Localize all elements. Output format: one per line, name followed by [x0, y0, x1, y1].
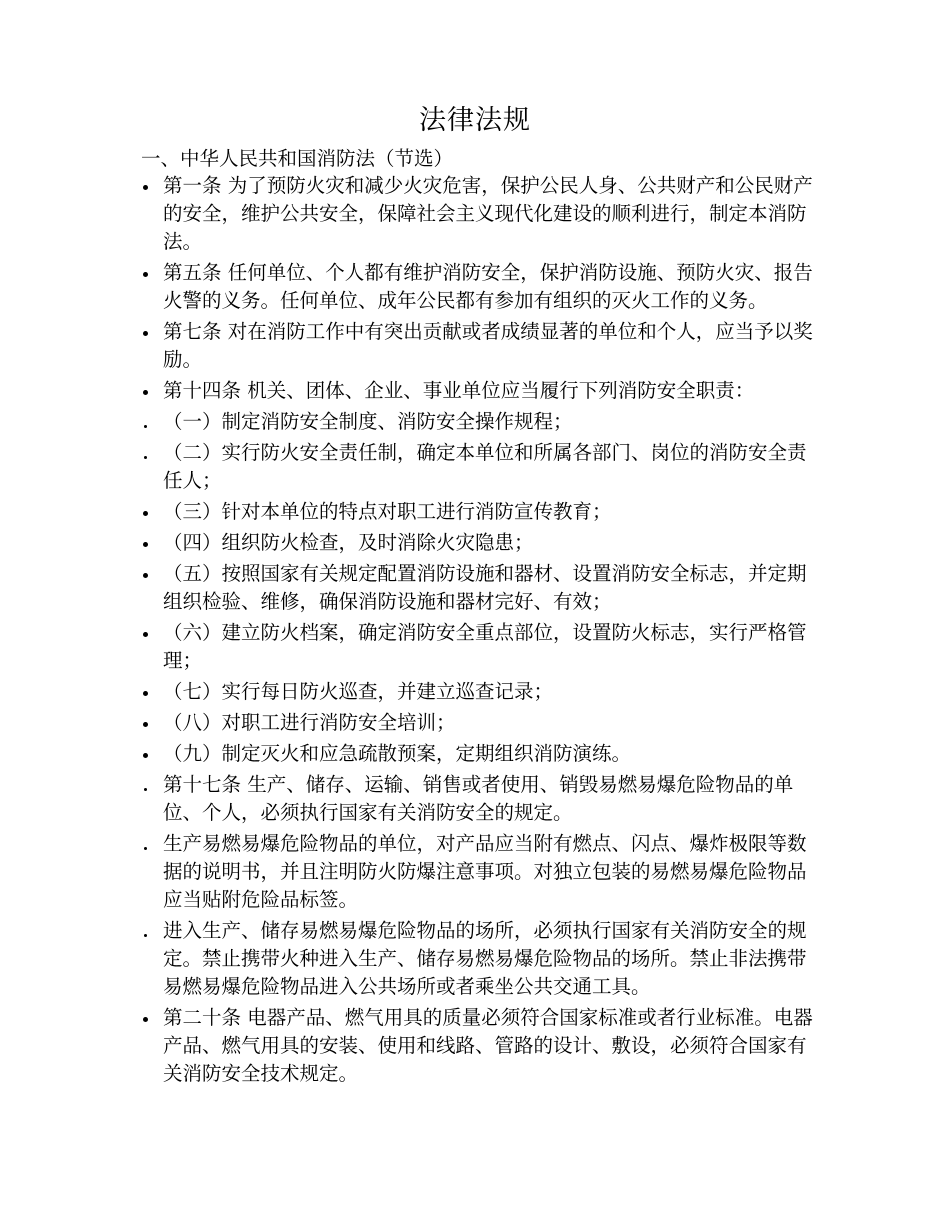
bullet-icon [142, 172, 152, 200]
list-item-text: 第十七条 生产、储存、运输、销售或者使用、销毁易燃易爆危险物品的单位、个人，必须执行国家有关消防安全的规定。 [163, 773, 794, 824]
bullet-icon [142, 678, 152, 706]
section-heading: 一、中华人民共和国消防法（节选） [141, 147, 454, 170]
list-item-text: 第十四条 机关、团体、企业、事业单位应当履行下列消防安全职责： [163, 379, 755, 402]
bullet-icon [142, 740, 152, 768]
list-item [163, 318, 813, 374]
list-item-text: （三）针对本单位的特点对职工进行消防宣传教育； [163, 500, 612, 523]
document-title: 法律法规 [419, 105, 531, 136]
list-item [163, 408, 813, 436]
bullet-icon [142, 318, 152, 346]
list-item-text: （九）制定灭火和应急疏散预案，定期组织消防演练。 [163, 742, 632, 765]
list-item-text: 进入生产、储存易燃易爆危险物品的场所，必须执行国家有关消防安全的规定。禁止携带火种进入生产、储存易燃易爆危险物品的场所。禁止非法携带易燃易爆危险物品进入公共场所或者乘坐公共交通工具。 [163, 919, 807, 998]
list-item [163, 560, 813, 616]
bullet-icon [142, 408, 152, 436]
list-item [163, 830, 813, 914]
bullet-icon [142, 619, 152, 647]
bullet-icon [142, 259, 152, 287]
list-item-text: 第二十条 电器产品、燃气用具的质量必须符合国家标准或者行业标准。电器产品、燃气用具的安装、使用和线路、管路的设计、敷设，必须符合国家有关消防安全技术规定。 [163, 1006, 813, 1085]
bullet-icon [142, 709, 152, 737]
list-item-text: 生产易燃易爆危险物品的单位，对产品应当附有燃点、闪点、爆炸极限等数据的说明书，并且注明防火防爆注意事项。对独立包装的易燃易爆危险物品应当贴附危险品标签。 [163, 832, 807, 911]
bullet-icon [142, 439, 152, 467]
bullet-icon [142, 830, 152, 858]
list-item [163, 498, 813, 526]
list-item [163, 619, 813, 675]
list-item-text: （六）建立防火档案，确定消防安全重点部位，设置防火标志，实行严格管理； [163, 621, 807, 672]
list-item-text: （五）按照国家有关规定配置消防设施和器材、设置消防安全标志，并定期组织检验、维修，确保消防设施和器材完好、有效； [163, 562, 807, 613]
list-item-text: （八）对职工进行消防安全培训； [163, 711, 456, 734]
list-item [163, 678, 813, 706]
list-item [163, 259, 813, 315]
list-item [163, 771, 813, 827]
bullet-icon [142, 1004, 152, 1032]
bullet-icon [142, 498, 152, 526]
list-item [163, 917, 813, 1001]
list-item [163, 740, 813, 768]
bullet-icon [142, 560, 152, 588]
list-item-text: 第五条 任何单位、个人都有维护消防安全，保护消防设施、预防火灾、报告火警的义务。任何单位、成年公民都有参加有组织的灭火工作的义务。 [163, 261, 813, 312]
list-item-text: 第七条 对在消防工作中有突出贡献或者成绩显著的单位和个人，应当予以奖励。 [163, 320, 813, 371]
bullet-icon [142, 771, 152, 799]
list-item [163, 377, 813, 405]
list-item-text: （二）实行防火安全责任制，确定本单位和所属各部门、岗位的消防安全责任人； [163, 441, 807, 492]
article-list [163, 172, 813, 1091]
list-item [163, 439, 813, 495]
list-item-text: （一）制定消防安全制度、消防安全操作规程； [163, 410, 573, 433]
list-item-text: 第一条 为了预防火灾和减少火灾危害，保护公民人身、公共财产和公民财产的安全，维护公共安全，保障社会主义现代化建设的顺利进行，制定本消防法。 [163, 174, 813, 253]
bullet-icon [142, 529, 152, 557]
bullet-icon [142, 377, 152, 405]
list-item [163, 172, 813, 256]
list-item [163, 709, 813, 737]
list-item-text: （四）组织防火检查，及时消除火灾隐患； [163, 531, 534, 554]
list-item-text: （七）实行每日防火巡查，并建立巡查记录； [163, 680, 554, 703]
bullet-icon [142, 917, 152, 945]
list-item [163, 1004, 813, 1088]
list-item [163, 529, 813, 557]
